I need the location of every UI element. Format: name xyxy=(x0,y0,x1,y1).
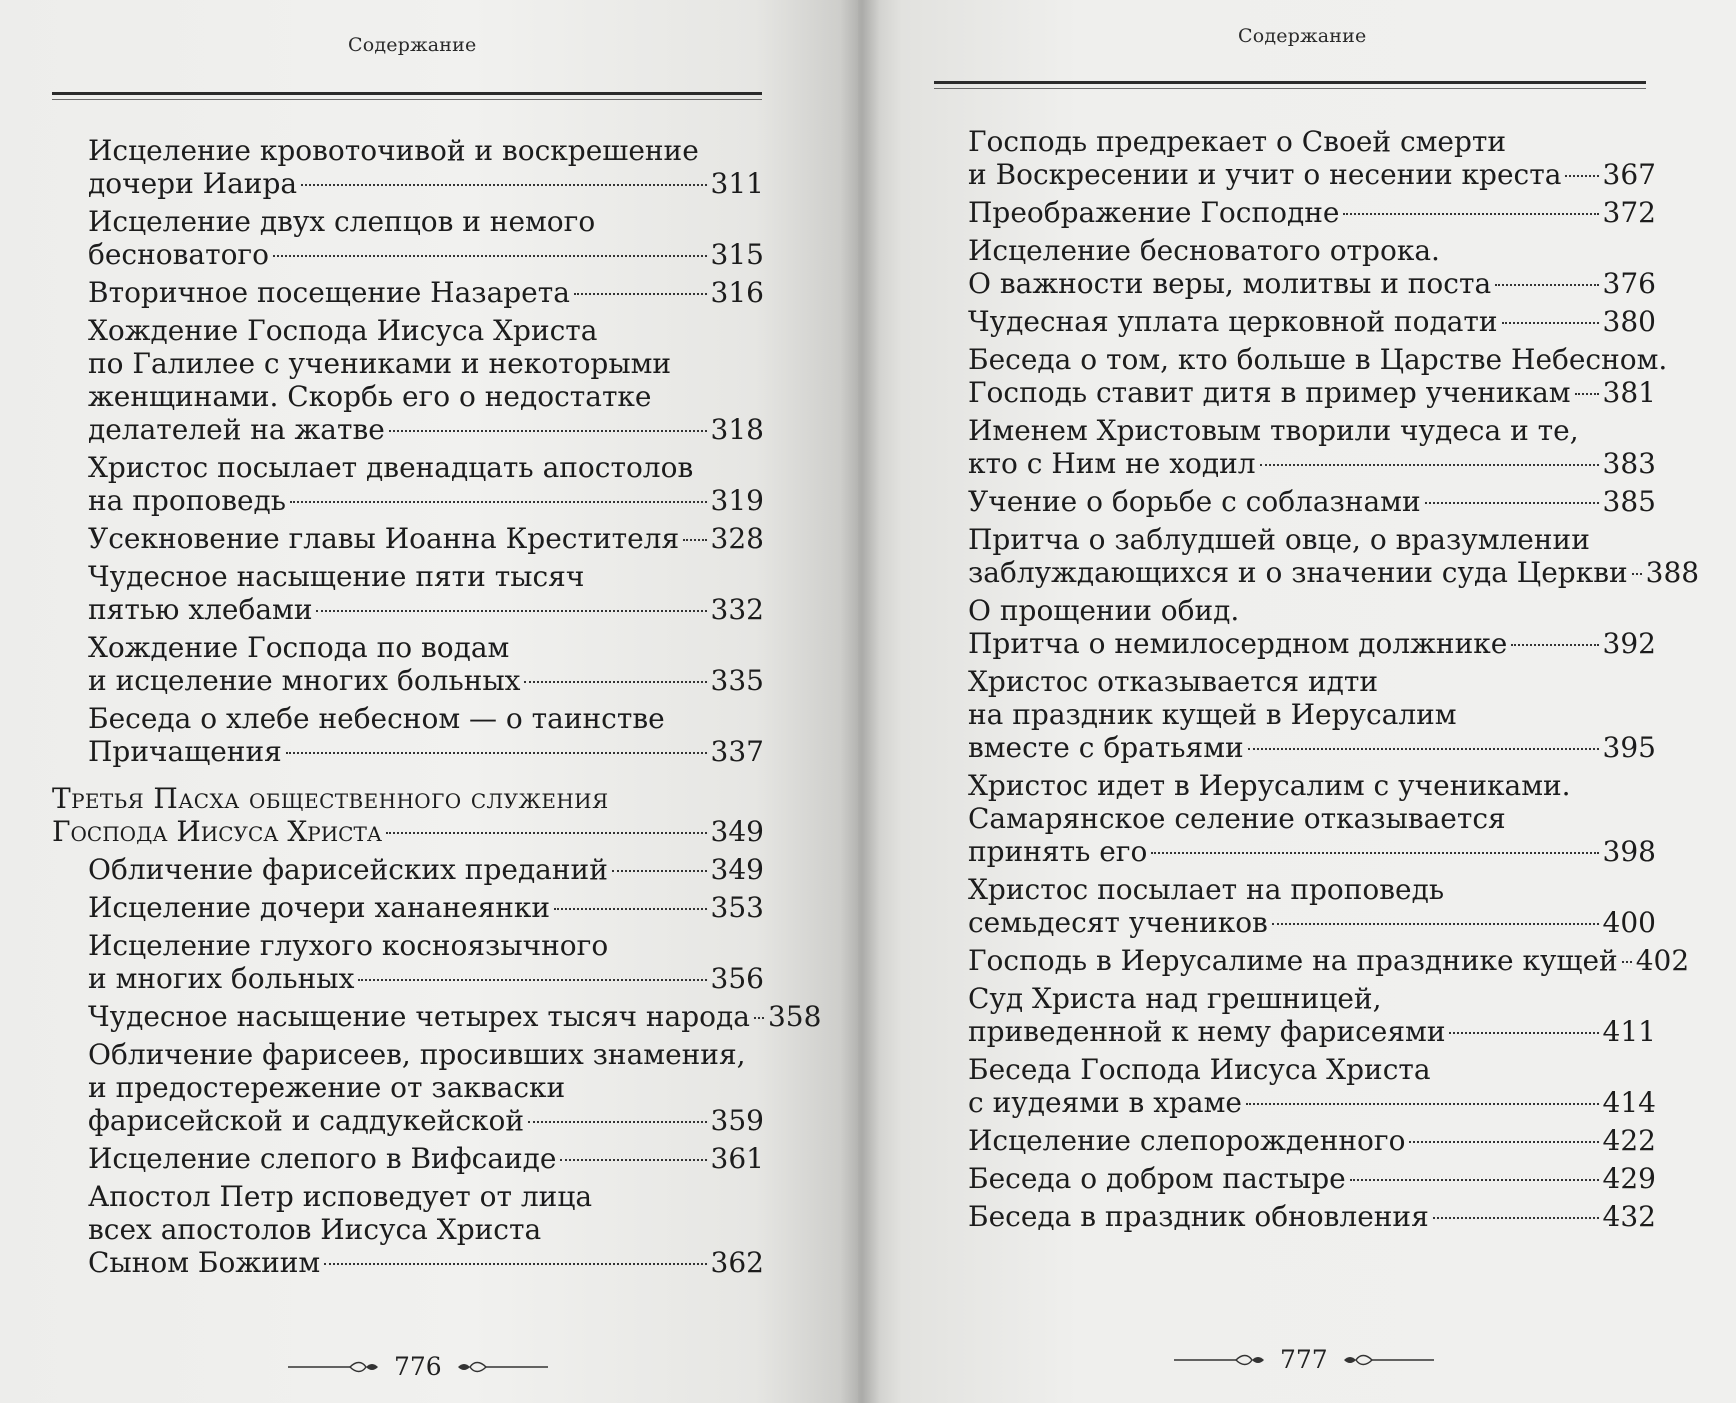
toc-entry[interactable] xyxy=(52,314,764,446)
page-number xyxy=(1174,1345,1434,1374)
entry-title-line: Чудесное насыщение пяти тысяч xyxy=(88,560,585,593)
entry-title-line: Исцеление слепого в Вифсаиде xyxy=(88,1142,557,1175)
dot-leader xyxy=(574,293,707,295)
ornament-left-icon xyxy=(288,1360,380,1374)
entry-title-line: с иудеями в храме xyxy=(968,1086,1242,1119)
dot-leader xyxy=(358,979,706,981)
toc-entry[interactable] xyxy=(52,702,764,768)
entry-page-number: 398 xyxy=(1602,835,1656,868)
entry-title-line: Беседа в праздник обновления xyxy=(968,1200,1429,1233)
dot-leader xyxy=(754,1017,764,1019)
entry-title-line: Христос посылает на проповедь xyxy=(968,873,1445,906)
folio-number: 776 xyxy=(394,1352,442,1381)
entry-title-line: Обличение фарисейских преданий xyxy=(88,853,608,886)
dot-leader xyxy=(612,870,707,872)
running-head: Содержание xyxy=(348,34,477,56)
entry-page-number: 367 xyxy=(1602,158,1656,191)
entry-title-line: Беседа о том, кто больше в Царстве Небесном. xyxy=(968,343,1668,376)
dot-leader xyxy=(683,539,706,541)
entry-leader-row xyxy=(968,731,1656,764)
entry-page-number: 422 xyxy=(1602,1124,1656,1157)
entry-page-number: 380 xyxy=(1602,305,1656,338)
entry-page-number: 359 xyxy=(710,1104,764,1137)
entry-leader-row xyxy=(968,158,1656,191)
header-rule xyxy=(52,92,762,100)
toc-entry[interactable] xyxy=(968,305,1656,338)
entry-page-number: 337 xyxy=(710,735,764,768)
toc-entry[interactable] xyxy=(968,485,1656,518)
toc-entry[interactable] xyxy=(52,1000,822,1033)
entry-leader-row xyxy=(968,376,1656,409)
entry-page-number: 429 xyxy=(1602,1162,1656,1195)
entry-page-number: 381 xyxy=(1602,376,1656,409)
entry-leader-row xyxy=(88,664,764,697)
left-page xyxy=(0,0,858,1403)
folio-number: 777 xyxy=(1280,1345,1328,1374)
entry-title-line: кто с Ним не ходил xyxy=(968,447,1256,480)
entry-title-line: Притча о немилосердном должнике xyxy=(968,627,1508,660)
entry-leader-row xyxy=(88,1000,822,1033)
entry-title-line: Беседа о хлебе небесном — о таинстве xyxy=(88,702,665,735)
entry-page-number: 385 xyxy=(1602,485,1656,518)
dot-leader xyxy=(1502,322,1599,324)
page-number xyxy=(288,1352,548,1381)
entry-title-line: и многих больных xyxy=(88,962,355,995)
dot-leader xyxy=(560,1159,706,1161)
entry-title-line: Исцеление бесноватого отрока. xyxy=(968,234,1440,267)
entry-leader-row xyxy=(968,906,1656,939)
entry-title-line: Исцеление дочери хананеянки xyxy=(88,891,551,924)
toc-entry[interactable] xyxy=(52,560,764,626)
entry-leader-row xyxy=(88,276,764,309)
dot-leader xyxy=(324,1263,706,1265)
entry-page-number: 392 xyxy=(1602,627,1656,660)
dot-leader xyxy=(1425,502,1599,504)
toc-entry[interactable] xyxy=(968,665,1656,764)
entry-page-number: 361 xyxy=(710,1142,764,1175)
entry-page-number: 358 xyxy=(767,1000,822,1033)
entry-title-line: Обличение фарисеев, просивших знамения, xyxy=(88,1038,746,1071)
dot-leader xyxy=(1511,644,1598,646)
toc-entry[interactable] xyxy=(968,982,1656,1048)
entry-title-line: Хождение Господа по водам xyxy=(88,631,510,664)
entry-title-line: Суд Христа над грешницей, xyxy=(968,982,1382,1015)
entry-leader-row xyxy=(52,815,764,848)
entry-title-line: Господь предрекает о Своей смерти xyxy=(968,125,1507,158)
entry-page-number: 315 xyxy=(710,238,764,271)
toc-entry[interactable] xyxy=(52,276,764,309)
entry-title-line: О важности веры, молитвы и поста xyxy=(968,267,1492,300)
toc-entry[interactable] xyxy=(52,631,764,697)
toc-entry[interactable] xyxy=(968,234,1656,300)
entry-title-line: Именем Христовым творили чудеса и те, xyxy=(968,414,1579,447)
dot-leader xyxy=(316,610,706,612)
entry-title-line: Учение о борьбе с соблазнами xyxy=(968,485,1421,518)
entry-title-line: и исцеление многих больных xyxy=(88,664,521,697)
entry-title-line: Господь в Иерусалиме на празднике кущей xyxy=(968,944,1618,977)
entry-title-line: фарисейской и саддукейской xyxy=(88,1104,525,1137)
entry-title-line: Христос посылает двенадцать апостолов xyxy=(88,451,694,484)
entry-page-number: 349 xyxy=(710,853,764,886)
entry-title-line: семьдесят учеников xyxy=(968,906,1268,939)
toc-entry[interactable] xyxy=(968,414,1656,480)
entry-title-line: Преображение Господне xyxy=(968,196,1340,229)
entry-page-number: 353 xyxy=(710,891,764,924)
ornament-right-icon xyxy=(1342,1353,1434,1367)
entry-title-line: Притча о заблудшей овце, о вразумлении xyxy=(968,523,1590,556)
toc-entry[interactable] xyxy=(968,944,1690,977)
entry-title-line: бесноватого xyxy=(88,238,269,271)
entry-leader-row xyxy=(88,1246,764,1279)
toc-entry[interactable] xyxy=(968,1124,1656,1157)
entry-page-number: 402 xyxy=(1635,944,1690,977)
entry-title-line: принять его xyxy=(968,835,1148,868)
dot-leader xyxy=(290,501,707,503)
entry-title-line: по Галилее с учениками и некоторыми xyxy=(88,347,672,380)
toc-entry[interactable] xyxy=(968,594,1656,660)
entry-leader-row xyxy=(88,238,764,271)
toc-entry[interactable] xyxy=(968,343,1668,409)
entry-leader-row xyxy=(88,1104,764,1137)
entry-page-number: 400 xyxy=(1602,906,1656,939)
dot-leader xyxy=(386,832,707,834)
dot-leader xyxy=(286,752,707,754)
dot-leader xyxy=(1151,852,1598,854)
toc-entry[interactable] xyxy=(968,125,1656,191)
entry-title-line: Третья Пасха общественного служения xyxy=(52,782,609,815)
toc-entry[interactable] xyxy=(52,1038,764,1137)
entry-page-number: 388 xyxy=(1645,556,1700,589)
dot-leader xyxy=(1272,923,1599,925)
toc-entry[interactable] xyxy=(52,205,764,271)
entry-page-number: 319 xyxy=(710,484,764,517)
dot-leader xyxy=(1565,175,1598,177)
entry-page-number: 318 xyxy=(710,413,764,446)
table-of-contents xyxy=(52,134,822,1284)
toc-entry[interactable] xyxy=(52,522,764,555)
dot-leader xyxy=(1350,1179,1599,1181)
entry-leader-row xyxy=(968,1162,1656,1195)
entry-leader-row xyxy=(968,835,1656,868)
dot-leader xyxy=(1343,213,1598,215)
entry-title-line: Исцеление кровоточивой и воскрешение xyxy=(88,134,699,167)
toc-entry[interactable] xyxy=(52,134,764,200)
entry-leader-row xyxy=(88,891,764,924)
entry-leader-row xyxy=(968,627,1656,660)
ornament-left-icon xyxy=(1174,1353,1266,1367)
entry-leader-row xyxy=(88,593,764,626)
entry-title-line: Христос идет в Иерусалим с учениками. xyxy=(968,769,1571,802)
entry-title-line: приведенной к нему фарисеями xyxy=(968,1015,1446,1048)
entry-title-line: на праздник кущей в Иерусалим xyxy=(968,698,1457,731)
toc-entry[interactable] xyxy=(52,891,764,924)
toc-entry[interactable] xyxy=(968,1053,1656,1119)
toc-entry[interactable] xyxy=(968,523,1700,589)
dot-leader xyxy=(1248,748,1599,750)
entry-leader-row xyxy=(88,1142,764,1175)
entry-title-line: Исцеление слепорожденного xyxy=(968,1124,1406,1157)
right-page xyxy=(858,0,1736,1403)
toc-entry[interactable] xyxy=(52,929,764,995)
entry-title-line: пятью хлебами xyxy=(88,593,313,626)
entry-leader-row xyxy=(968,447,1656,480)
entry-page-number: 356 xyxy=(710,962,764,995)
entry-leader-row xyxy=(968,305,1656,338)
entry-leader-row xyxy=(88,484,764,517)
entry-leader-row xyxy=(968,1086,1656,1119)
entry-leader-row xyxy=(88,413,764,446)
entry-title-line: дочери Иаира xyxy=(88,167,298,200)
dot-leader xyxy=(554,908,706,910)
dot-leader xyxy=(1409,1141,1598,1143)
table-of-contents xyxy=(968,125,1700,1238)
entry-page-number: 328 xyxy=(710,522,764,555)
dot-leader xyxy=(1246,1103,1599,1105)
entry-title-line: Господа Иисуса Христа xyxy=(52,815,382,848)
toc-entry[interactable] xyxy=(52,853,764,886)
dot-leader xyxy=(1632,573,1642,575)
dot-leader xyxy=(389,430,707,432)
entry-title-line: Христос отказывается идти xyxy=(968,665,1379,698)
entry-page-number: 432 xyxy=(1602,1200,1656,1233)
header-rule xyxy=(934,81,1646,89)
entry-title-line: всех апостолов Иисуса Христа xyxy=(88,1213,542,1246)
entry-title-line: Апостол Петр исповедует от лица xyxy=(88,1180,593,1213)
entry-title-line: Исцеление глухого косноязычного xyxy=(88,929,609,962)
dot-leader xyxy=(1622,961,1632,963)
entry-title-line: Самарянское селение отказывается xyxy=(968,802,1506,835)
entry-leader-row xyxy=(968,1124,1656,1157)
entry-title-line: Беседа Господа Иисуса Христа xyxy=(968,1053,1431,1086)
dot-leader xyxy=(528,1121,707,1123)
entry-title-line: на проповедь xyxy=(88,484,287,517)
entry-page-number: 311 xyxy=(710,167,764,200)
entry-title-line: заблуждающихся и о значении суда Церкви xyxy=(968,556,1628,589)
entry-page-number: 362 xyxy=(710,1246,764,1279)
entry-title-line: О прощении обид. xyxy=(968,594,1240,627)
entry-leader-row xyxy=(968,1200,1656,1233)
toc-entry[interactable] xyxy=(968,1162,1656,1195)
dot-leader xyxy=(1433,1217,1599,1219)
entry-title-line: Исцеление двух слепцов и немого xyxy=(88,205,596,238)
entry-leader-row xyxy=(88,167,764,200)
entry-page-number: 383 xyxy=(1602,447,1656,480)
dot-leader xyxy=(301,184,706,186)
dot-leader xyxy=(1449,1032,1598,1034)
entry-leader-row xyxy=(968,944,1690,977)
ornament-right-icon xyxy=(456,1360,548,1374)
entry-title-line: Чудесное насыщение четырех тысяч народа xyxy=(88,1000,750,1033)
entry-title-line: Чудесная уплата церковной подати xyxy=(968,305,1498,338)
entry-leader-row xyxy=(968,556,1700,589)
entry-page-number: 332 xyxy=(710,593,764,626)
dot-leader xyxy=(273,255,707,257)
entry-leader-row xyxy=(88,522,764,555)
entry-page-number: 411 xyxy=(1602,1015,1656,1048)
entry-title-line: женщинами. Скорбь его о недостатке xyxy=(88,380,652,413)
entry-page-number: 335 xyxy=(710,664,764,697)
entry-title-line: Усекновение главы Иоанна Крестителя xyxy=(88,522,680,555)
toc-entry[interactable] xyxy=(968,196,1656,229)
dot-leader xyxy=(1495,284,1598,286)
entry-leader-row xyxy=(88,853,764,886)
toc-entry[interactable] xyxy=(52,1142,764,1175)
running-head: Содержание xyxy=(1238,25,1367,47)
entry-page-number: 316 xyxy=(710,276,764,309)
entry-leader-row xyxy=(968,1015,1656,1048)
entry-title-line: вместе с братьями xyxy=(968,731,1244,764)
entry-title-line: Вторичное посещение Назарета xyxy=(88,276,570,309)
entry-page-number: 395 xyxy=(1602,731,1656,764)
toc-entry[interactable] xyxy=(52,1180,764,1279)
entry-page-number: 372 xyxy=(1602,196,1656,229)
entry-leader-row xyxy=(968,196,1656,229)
entry-leader-row xyxy=(968,267,1656,300)
entry-page-number: 376 xyxy=(1602,267,1656,300)
gutter-shadow xyxy=(840,0,880,1403)
toc-entry[interactable] xyxy=(968,769,1656,868)
entry-title-line: Господь ставит дитя в пример ученикам xyxy=(968,376,1571,409)
entry-leader-row xyxy=(968,485,1656,518)
toc-entry[interactable] xyxy=(52,451,764,517)
entry-leader-row xyxy=(88,735,764,768)
entry-page-number: 349 xyxy=(710,815,764,848)
entry-leader-row xyxy=(88,962,764,995)
toc-entry[interactable] xyxy=(968,1200,1656,1233)
toc-entry[interactable] xyxy=(968,873,1656,939)
entry-title-line: Причащения xyxy=(88,735,282,768)
entry-title-line: Беседа о добром пастыре xyxy=(968,1162,1346,1195)
entry-title-line: делателей на жатве xyxy=(88,413,385,446)
entry-title-line: Хождение Господа Иисуса Христа xyxy=(88,314,598,347)
entry-page-number: 414 xyxy=(1602,1086,1656,1119)
entry-title-line: и Воскресении и учит о несении креста xyxy=(968,158,1562,191)
entry-title-line: и предостережение от закваски xyxy=(88,1071,566,1104)
toc-section-entry[interactable] xyxy=(52,782,764,848)
dot-leader xyxy=(1260,464,1599,466)
dot-leader xyxy=(524,681,706,683)
entry-title-line: Сыном Божиим xyxy=(88,1246,321,1279)
dot-leader xyxy=(1575,393,1599,395)
